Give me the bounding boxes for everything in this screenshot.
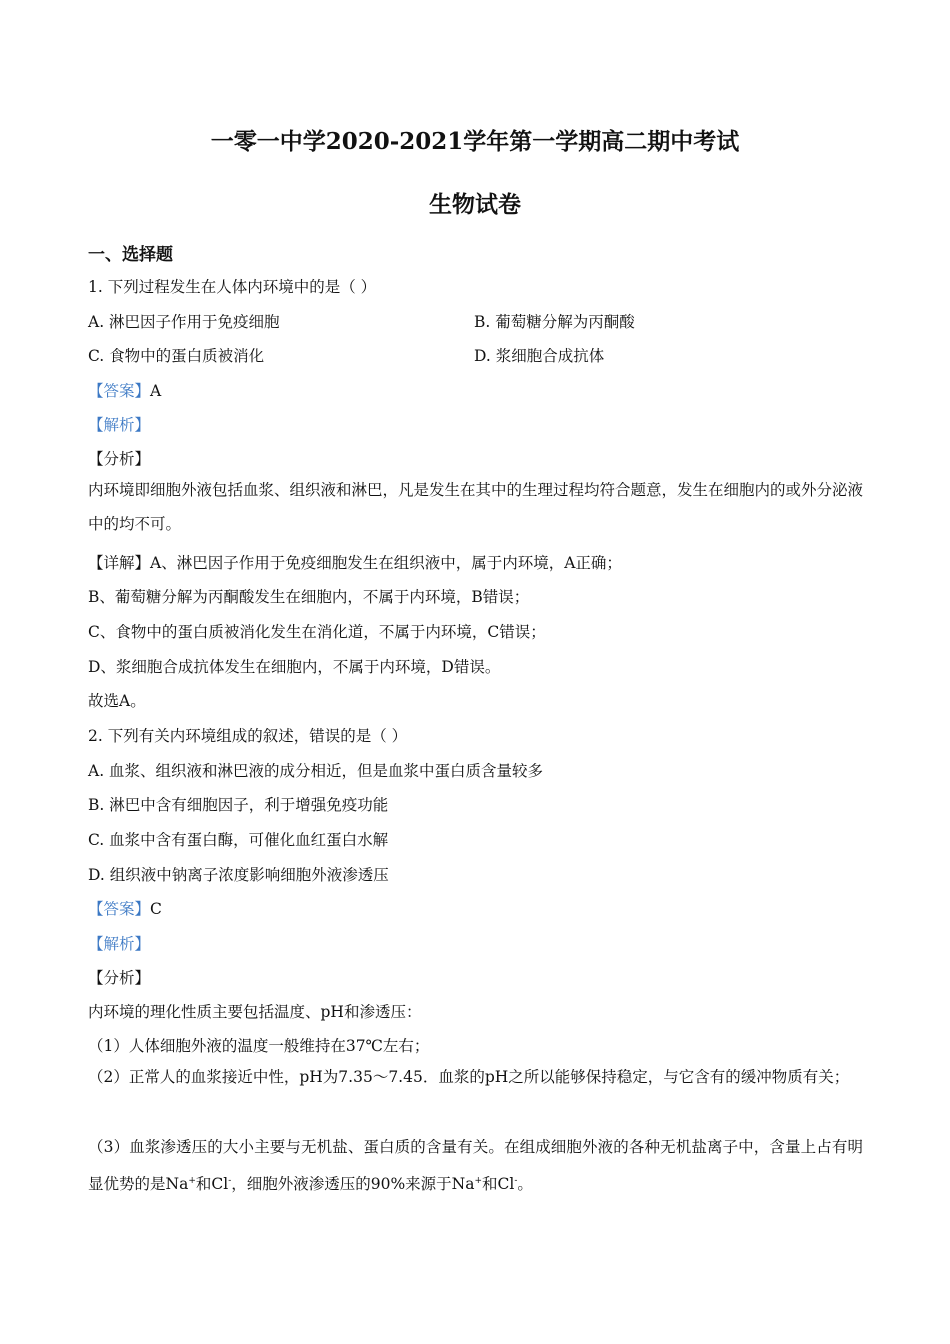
q2-option-c: C. 血浆中含有蛋白酶，可催化血红蛋白水解 — [88, 831, 389, 849]
exam-subtitle: 生物试卷 — [429, 191, 521, 218]
q1-conclusion: 故选A。 — [88, 692, 146, 710]
q1-option-d: D. 浆细胞合成抗体 — [474, 347, 605, 365]
q2-jiexi-tag: 【解析】 — [88, 935, 151, 953]
q2-answer — [88, 897, 162, 919]
section-heading: 一、选择题 — [88, 245, 173, 265]
exam-title: 一零一中学2020-2021学年第一学期高二期中考试 — [210, 128, 740, 155]
q2-point-3-end: 。 — [517, 1175, 533, 1194]
q1-stem: 1. 下列过程发生在人体内环境中的是（ ） — [88, 278, 377, 296]
q2-point-3-and1: 和Cl — [195, 1175, 229, 1194]
q1-option-c: C. 食物中的蛋白质被消化 — [88, 347, 265, 365]
q2-point-1: （1）人体细胞外液的温度一般维持在37℃左右； — [88, 1037, 430, 1055]
q2-option-d: D. 组织液中钠离子浓度影响细胞外液渗透压 — [88, 866, 389, 884]
q2-point-2: （2）正常人的血浆接近中性，pH为7.35～7.45．血浆的pH之所以能够保持稳定，与它含有的缓冲物质有关； — [88, 1068, 850, 1086]
q2-answer-value: C — [150, 900, 162, 918]
q1-option-a: A. 淋巴因子作用于免疫细胞 — [88, 313, 280, 331]
q2-point-3-a: （3）血浆渗透压的大小主要与无机盐、蛋白质的含量有关。在组成细胞外液的各种无机盐离子中，含量上占有明显优势的是Na — [88, 1138, 863, 1194]
q2-point-3-and2: 和Cl — [482, 1175, 515, 1194]
q2-option-b: B. 淋巴中含有细胞因子，利于增强免疫功能 — [88, 796, 389, 814]
q1-detail-a-text: A、淋巴因子作用于免疫细胞发生在组织液中，属于内环境，A正确； — [150, 554, 622, 572]
q1-detail-a — [88, 551, 622, 573]
q1-fenxi-tag: 【分析】 — [88, 450, 151, 468]
q1-answer-tag: 【答案】 — [88, 382, 151, 400]
q2-intro: 内环境的理化性质主要包括温度、pH和渗透压： — [88, 1003, 422, 1021]
q1-option-b: B. 葡萄糖分解为丙酮酸 — [474, 313, 635, 331]
q1-detail-tag: 【详解】 — [88, 554, 151, 572]
q2-fenxi-tag: 【分析】 — [88, 969, 151, 987]
q2-answer-tag: 【答案】 — [88, 900, 151, 918]
q2-option-a: A. 血浆、组织液和淋巴液的成分相近，但是血浆中蛋白质含量较多 — [88, 762, 544, 780]
chloride-charge-2: - — [514, 1176, 518, 1186]
q1-answer-value: A — [150, 382, 162, 400]
chloride-charge: - — [228, 1176, 232, 1186]
q2-point-3-b: ，细胞外液渗透压的90%来源于Na — [231, 1175, 475, 1194]
q2-stem: 2. 下列有关内环境组成的叙述，错误的是（ ） — [88, 727, 408, 745]
q1-detail-d: D、浆细胞合成抗体发生在细胞内，不属于内环境，D错误。 — [88, 658, 501, 676]
sodium-charge: + — [188, 1176, 196, 1186]
q2-point-3 — [88, 1130, 863, 1201]
q1-analysis: 内环境即细胞外液包括血浆、组织液和淋巴，凡是发生在其中的生理过程均符合题意，发生在细胞内的或外分泌液中的均不可。 — [88, 481, 864, 533]
q1-answer — [88, 379, 161, 401]
q1-detail-c: C、食物中的蛋白质被消化发生在消化道，不属于内环境，C错误； — [88, 623, 546, 641]
sodium-charge-2: + — [474, 1176, 483, 1186]
q1-jiexi-tag: 【解析】 — [88, 416, 151, 434]
q1-detail-b: B、葡萄糖分解为丙酮酸发生在细胞内，不属于内环境，B错误； — [88, 588, 530, 606]
